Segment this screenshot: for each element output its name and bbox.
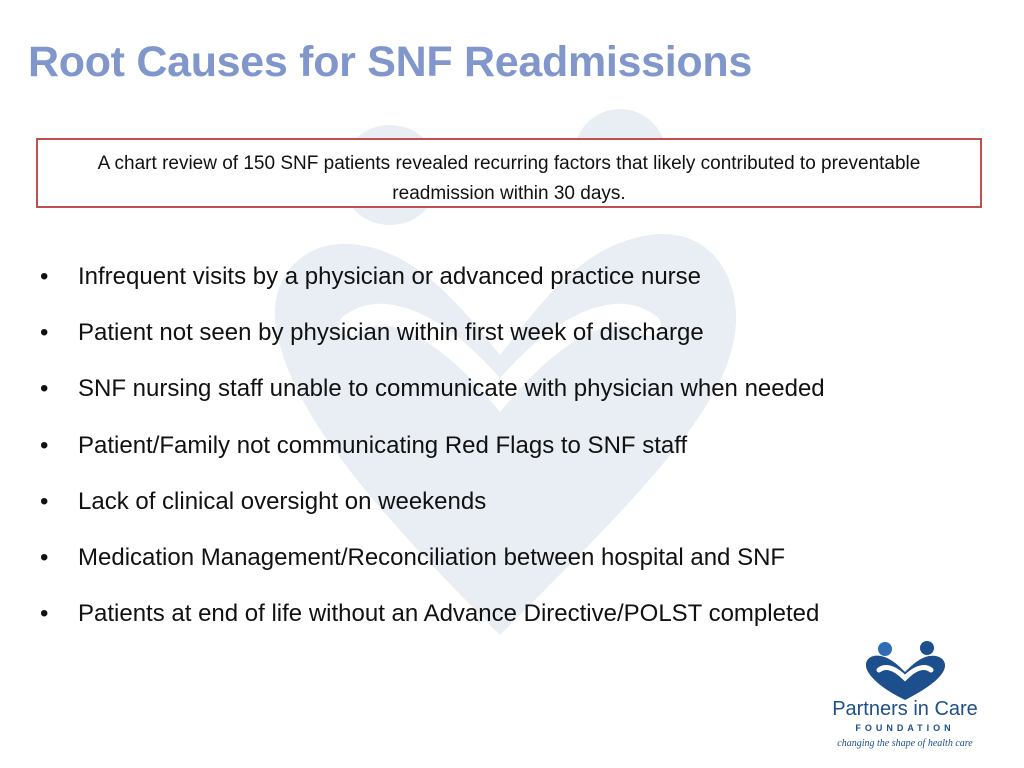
logo-foundation: FOUNDATION xyxy=(855,723,955,733)
slide-title: Root Causes for SNF Readmissions xyxy=(28,38,752,86)
bullet-icon: • xyxy=(40,543,49,571)
list-item xyxy=(40,539,825,595)
cause-text: Patients at end of life without an Advance Directive/POLST completed xyxy=(78,600,820,628)
bullet-icon: • xyxy=(40,431,49,459)
callout-box: A chart review of 150 SNF patients revealed recurring factors that likely contributed to preventable readmission within 30 days. xyxy=(36,138,982,208)
partners-in-care-logo xyxy=(805,640,1005,755)
list-item xyxy=(40,427,825,483)
bullet-icon: • xyxy=(40,375,49,403)
logo-tagline: changing the shape of health care xyxy=(837,738,973,749)
logo-name: Partners in Care xyxy=(832,698,978,720)
cause-text: Patient not seen by physician within first week of discharge xyxy=(78,319,704,347)
bullet-icon: • xyxy=(40,319,49,347)
cause-text: Lack of clinical oversight on weekends xyxy=(78,487,487,515)
bullet-icon: • xyxy=(40,263,49,290)
list-item xyxy=(40,370,825,426)
cause-text: SNF nursing staff unable to communicate with physician when needed xyxy=(78,375,825,403)
cause-text: Patient/Family not communicating Red Flags to SNF staff xyxy=(78,431,688,459)
root-causes-list xyxy=(40,258,825,651)
heart-people-icon xyxy=(857,640,953,702)
bullet-icon: • xyxy=(40,487,49,515)
bullet-icon: • xyxy=(40,600,49,628)
cause-text: Infrequent visits by a physician or advanced practice nurse xyxy=(78,263,702,290)
list-item xyxy=(40,595,825,651)
cause-text: Medication Management/Reconciliation between hospital and SNF xyxy=(78,543,786,571)
list-item xyxy=(40,258,825,314)
list-item xyxy=(40,314,825,370)
list-item xyxy=(40,483,825,539)
